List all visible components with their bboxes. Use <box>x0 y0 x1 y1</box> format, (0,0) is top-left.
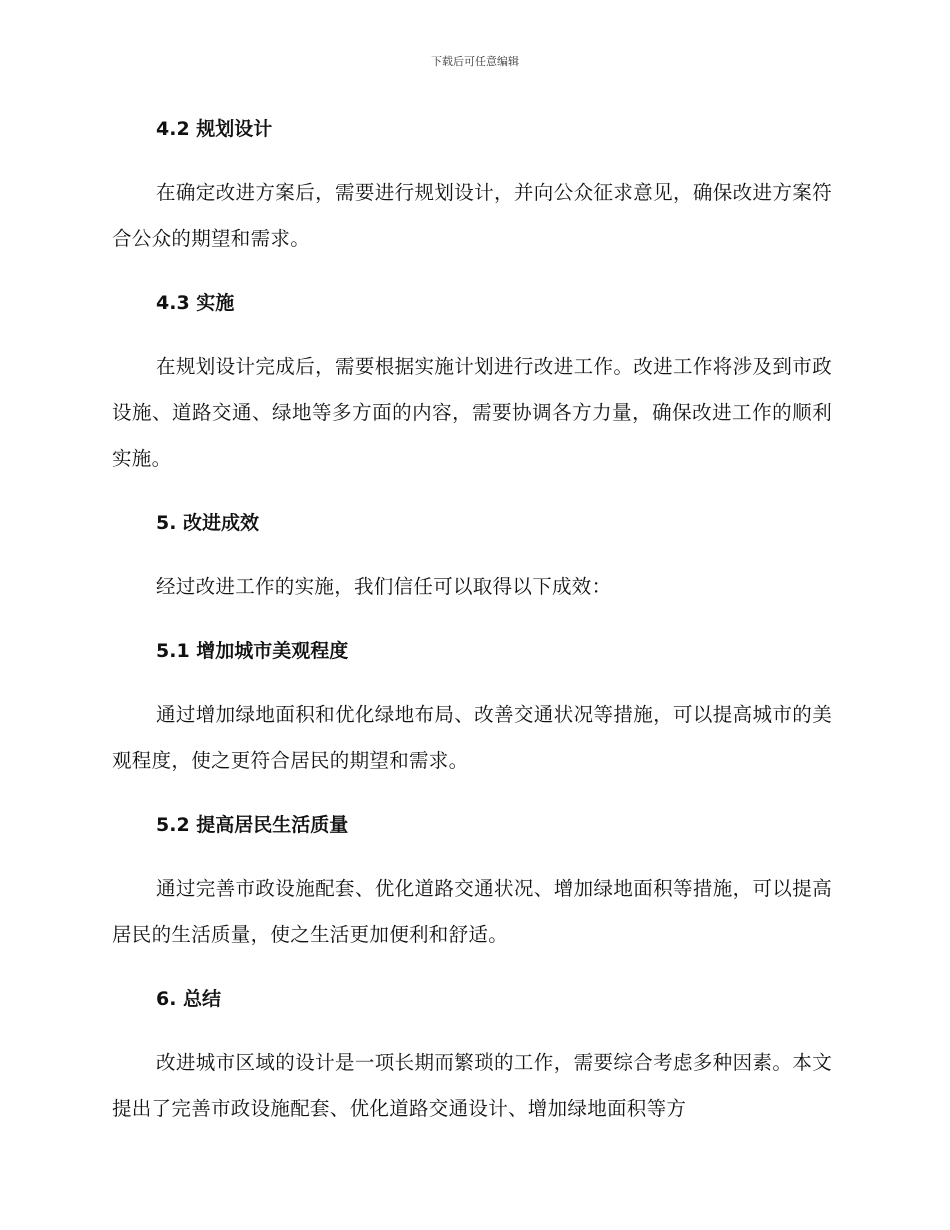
paragraph-results-intro: 经过改进工作的实施，我们信任可以取得以下成效： <box>156 575 612 598</box>
section-heading-5-2: 5.2 提高居民生活质量 <box>156 814 349 836</box>
paragraph-summary: 改进城市区域的设计是一项长期而繁琐的工作，需要综合考虑多种因素。本文提出了完善市政设施配套、优化道路交通设计、增加绿地面积等方 <box>112 1051 832 1120</box>
document-body <box>112 112 832 1156</box>
section-heading-5: 5. 改进成效 <box>156 512 260 534</box>
page-header-note: 下载后可任意编辑 <box>431 55 519 68</box>
section-heading-5-1: 5.1 增加城市美观程度 <box>156 640 349 662</box>
paragraph-city-appearance: 通过增加绿地面积和优化绿地布局、改善交通状况等措施，可以提高城市的美观程度，使之更符合居民的期望和需求。 <box>112 703 832 772</box>
section-heading-4-3: 4.3 实施 <box>156 292 235 314</box>
section-heading-6: 6. 总结 <box>156 988 222 1010</box>
paragraph-planning-design: 在确定改进方案后，需要进行规划设计，并向公众征求意见，确保改进方案符合公众的期望和需求。 <box>112 181 832 250</box>
paragraph-quality-of-life: 通过完善市政设施配套、优化道路交通状况、增加绿地面积等措施，可以提高居民的生活质量，使之生活更加便利和舒适。 <box>112 877 832 946</box>
section-heading-4-2: 4.2 规划设计 <box>156 118 273 140</box>
paragraph-implementation: 在规划设计完成后，需要根据实施计划进行改进工作。改进工作将涉及到市政设施、道路交通、绿地等多方面的内容，需要协调各方力量，确保改进工作的顺利实施。 <box>112 355 832 470</box>
